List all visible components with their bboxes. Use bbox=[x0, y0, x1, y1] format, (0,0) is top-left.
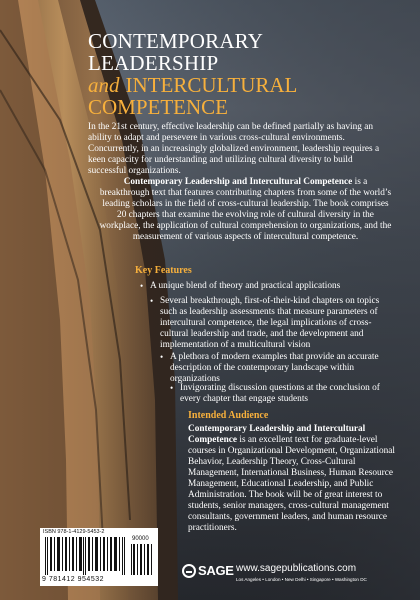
audience-heading: Intended Audience bbox=[188, 410, 269, 421]
audience-text: is an excellent text for graduate-level courses in Organizational Development, Organizational Behavior, Leadership Theory, Cross-Cultural Management, International Business, Human Resource Management, Educational Leadership, and Public Administration. The book will be of great interest to students, senior managers, cross-cultural management consultants, government leaders, and human resource practitioners. bbox=[188, 435, 395, 533]
title-and: and bbox=[88, 73, 120, 97]
description-text: is a breakthrough text that features contributing chapters from some of the world’s leading scholars in the field of cross-cultural leadership. The book comprises 20 chapters that examine the evolving role of cultural diversity in the workplace, the application of cultural comprehension to organizations, and the measurement of various aspects of intercultural competence. bbox=[99, 177, 392, 242]
bullet-dot: • bbox=[140, 281, 144, 291]
sage-logo-mark bbox=[182, 564, 196, 578]
isbn-text: ISBN 978-1-4129-5453-2 bbox=[43, 529, 105, 535]
title-line-2: LEADERSHIP bbox=[88, 51, 219, 75]
audience-book-title: Contemporary Leadership and Intercultural Competence bbox=[188, 424, 366, 445]
feature-text: Invigorating discussion questions at the conclusion of every chapter that engage students bbox=[180, 383, 380, 404]
title-line-3 bbox=[88, 74, 388, 96]
publisher-url: www.sagepublications.com bbox=[236, 563, 357, 574]
feature-item bbox=[140, 281, 395, 292]
description-book-title: Contemporary Leadership and Intercultural Competence bbox=[123, 177, 353, 187]
feature-item bbox=[150, 296, 388, 351]
barcode-addon-digits: 90000 bbox=[132, 536, 149, 542]
description-paragraph bbox=[98, 177, 393, 243]
audience-paragraph bbox=[188, 424, 398, 534]
title-intercultural: INTERCULTURAL bbox=[125, 73, 298, 97]
barcode-bars bbox=[44, 537, 126, 575]
feature-item bbox=[170, 383, 385, 405]
isbn-barcode bbox=[40, 528, 158, 586]
book-title bbox=[88, 30, 388, 118]
key-features-heading: Key Features bbox=[135, 265, 192, 276]
barcode-addon-bars bbox=[130, 544, 154, 575]
sage-logo bbox=[182, 563, 234, 578]
publisher-cities: Los Angeles • London • New Delhi • Singapore • Washington DC bbox=[236, 577, 367, 582]
feature-text: Several breakthrough, first-of-their-kind chapters on topics such as leadership assessments that measure parameters of intercultural competence, the legal implications of cross-cultural leadership and trade, and the development and implementation of a multicultural vision bbox=[160, 296, 380, 350]
feature-item bbox=[160, 352, 385, 385]
title-line-4: COMPETENCE bbox=[88, 95, 229, 119]
feature-text: A unique blend of theory and practical applications bbox=[150, 281, 341, 291]
feature-text: A plethora of modern examples that provide an accurate description of the contemporary landscape within organizations bbox=[170, 352, 379, 384]
barcode-digits: 9 781412 954532 bbox=[42, 576, 104, 583]
bullet-dot: • bbox=[150, 296, 154, 306]
bullet-dot: • bbox=[170, 383, 174, 393]
bullet-dot: • bbox=[160, 352, 164, 362]
title-line-1: CONTEMPORARY bbox=[88, 29, 264, 53]
publisher-name: SAGE bbox=[198, 563, 234, 578]
intro-paragraph: In the 21st century, effective leadership can be defined partially as having an ability to adapt and persevere in various cross-cultural environments. Concurrently, in an increasingly globalized environment, leadership requires a keen capacity for understanding and utilizing cultural diversity to build successful organizations. bbox=[88, 122, 380, 176]
